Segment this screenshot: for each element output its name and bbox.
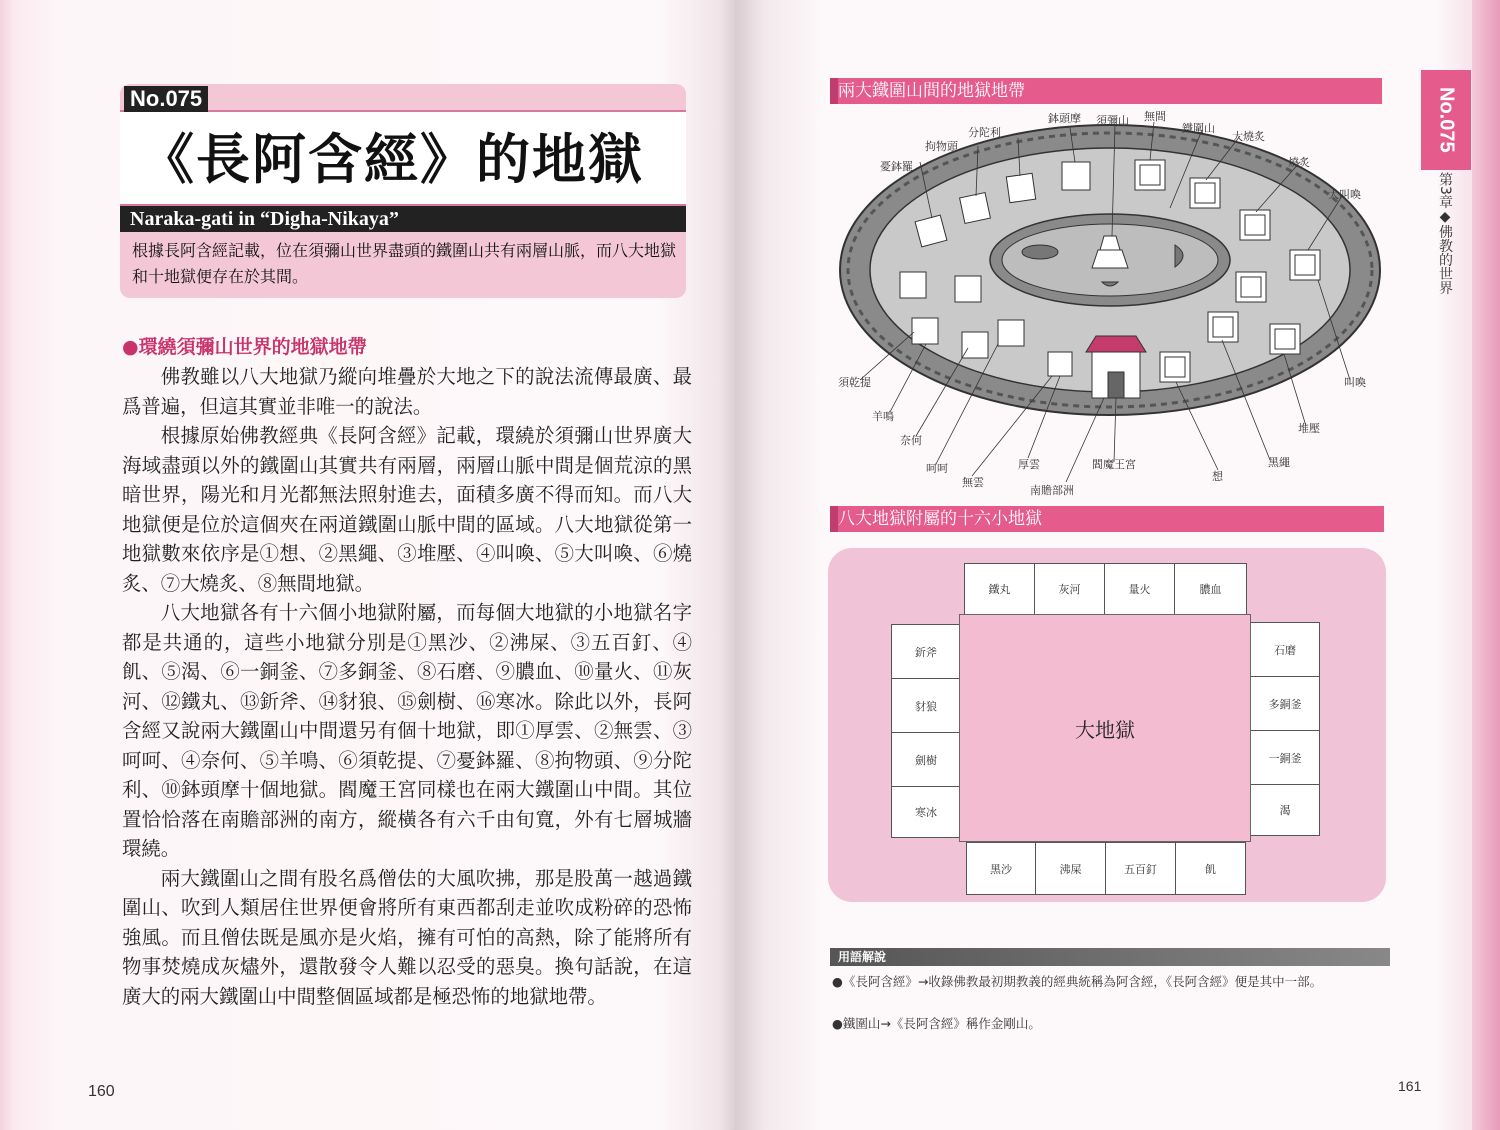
- hell-cell-right-4: 渴: [1250, 784, 1320, 836]
- label-heisheng: 黑繩: [1268, 456, 1290, 469]
- hell-cell-left-3: 劍樹: [891, 732, 961, 787]
- label-yanmo: 閻魔王宮: [1092, 458, 1136, 471]
- label-jiaohuan: 叫喚: [1344, 376, 1366, 389]
- label-nahe: 奈何: [900, 434, 922, 447]
- hell-cell-bottom-4: 飢: [1175, 842, 1246, 895]
- hell-square: [1048, 352, 1072, 376]
- hell-square: [998, 320, 1024, 346]
- side-tab: No.075: [1421, 70, 1471, 170]
- page-number-right: 161: [1398, 1078, 1422, 1094]
- hell-square: [962, 332, 988, 358]
- label-shaozhi: 燒炙: [1288, 156, 1310, 169]
- hell-cell-bottom-2: 沸屎: [1035, 842, 1106, 895]
- section-heading: ●環繞須彌山世界的地獄地帶: [122, 336, 367, 358]
- hell-cell-top-1: 鐵丸: [964, 563, 1035, 615]
- summary-text: 根據長阿含經記載，位在須彌山世界盡頭的鐵圍山共有兩層山脈，而八大地獄和十地獄便存在於其間。: [132, 241, 677, 286]
- hell-square: [912, 318, 938, 344]
- number-tag: No.075: [124, 86, 208, 112]
- hell-square: [1006, 173, 1035, 202]
- label-fentuoli: 分陀利: [968, 126, 1001, 139]
- label-tieweishan: 鐵圍山: [1182, 122, 1215, 135]
- label-xuqianti: 須乾提: [838, 376, 871, 389]
- english-subtitle: Naraka-gati in “Digha-Nikaya”: [120, 206, 686, 232]
- figure2-header-shade: [830, 506, 838, 532]
- sumeru-peak: [1100, 236, 1120, 250]
- label-youboluo: 憂鉢羅: [880, 160, 913, 173]
- label-hehe: 呵呵: [926, 462, 948, 475]
- label-wuyun: 無雲: [962, 476, 984, 489]
- label-xiang: 想: [1212, 470, 1223, 483]
- figure2-header: [830, 506, 1384, 532]
- body-text: [122, 362, 692, 1011]
- glossary-title: 用語解說: [838, 950, 887, 964]
- label-sumeru: 須彌山: [1096, 114, 1129, 127]
- label-bodoma: 鉢頭摩: [1048, 112, 1081, 125]
- paragraph-4: 兩大鐵圍山之間有股名爲僧佉的大風吹拂，那是股萬一越過鐵圍山、吹到人類居住世界便會將所有東西都刮走並吹成粉碎的恐怖強風。而且僧佉既是風亦是火焰，擁有可怕的高熱，除了能將所有物事焚燒成灰燼外，還散發令人難以忍受的惡臭。換句話說，在這廣大的兩大鐵圍山中間整個區域都是極恐怖的地獄地帶。: [122, 866, 692, 1008]
- hell-cell-right-1: 石磨: [1250, 622, 1320, 677]
- glossary-item-1: ●《長阿含經》→收錄佛教最初期教義的經典統稱為阿含經，《長阿含經》便是其中一部。: [832, 974, 1323, 989]
- hell-square: [955, 276, 981, 302]
- paragraph-3: 八大地獄各有十六個小地獄附屬，而每個大地獄的小地獄名字都是共通的，這些小地獄分別是①黑沙、②沸屎、③五百釘、④飢、⑤渴、⑥一銅釜、⑦多銅釜、⑧石磨、⑨膿血、⑩量火、⑪灰河、⑫鐵丸、⑬釿斧、⑭豺狼、⑮劍樹、⑯寒冰。除此以外，長阿含經又說兩大鐵圍山中間還另有個十地獄，即①厚雲、②無雲、③呵呵、④奈何、⑤羊鳴、⑥須乾提、⑦憂鉢羅、⑧拘物頭、⑨分陀利、⑩鉢頭摩十個地獄。閻魔王宮同樣也在兩大鐵圍山中間。其位置恰恰落在南贍部洲的南方，縱橫各有六千由旬寬，外有七層城牆環繞。: [122, 601, 692, 860]
- hell-square: [1062, 162, 1090, 190]
- hell-cell-top-2: 灰河: [1034, 563, 1105, 615]
- continent-west: [1022, 245, 1058, 259]
- hell-cell-top-4: 膿血: [1174, 563, 1247, 615]
- label-dashaozhi: 大燒炙: [1232, 130, 1265, 143]
- paragraph-2: 根據原始佛教經典《長阿含經》記載，環繞於須彌山世界廣大海域盡頭以外的鐵圍山其實共有兩層，兩層山脈中間是個荒涼的黑暗世界，陽光和月光都無法照射進去，面積多廣不得而知。而八大地獄便是位於這個夾在兩道鐵圍山脈中間的區域。八大地獄從第一地獄數來依序是①想、②黑繩、③堆壓、④叫喚、⑤大叫喚、⑥燒炙、⑦大燒炙、⑧無間地獄。: [122, 424, 692, 595]
- hell-cell-bottom-3: 五百釘: [1105, 842, 1176, 895]
- label-wujian: 無間: [1144, 110, 1166, 123]
- label-juwutou: 拘物頭: [925, 140, 958, 153]
- hell-cell-left-1: 釿斧: [891, 624, 961, 679]
- label-yangming: 羊鳴: [872, 410, 894, 423]
- hell-cell-left-2: 豺狼: [891, 678, 961, 733]
- label-dajiaohuan: 大叫喚: [1328, 188, 1361, 201]
- yama-palace: [1086, 336, 1146, 398]
- hell-cell-right-2: 多銅釜: [1250, 676, 1320, 731]
- page-edge: [1472, 0, 1500, 1130]
- hell-cell-left-4: 寒冰: [891, 786, 961, 838]
- glossary-item-2: ●鐵圍山→《長阿含經》稱作金剛山。: [832, 1016, 1041, 1031]
- label-houyun: 厚雲: [1018, 458, 1040, 471]
- figure2-title: 八大地獄附屬的十六小地獄: [838, 509, 1042, 529]
- hell-cell-bottom-1: 黑沙: [966, 842, 1036, 895]
- hell-square: [960, 193, 991, 224]
- hell-cell-right-3: 一銅釜: [1250, 730, 1320, 785]
- page-title: 《長阿含經》的地獄: [140, 128, 644, 191]
- hell-cell-top-3: 量火: [1104, 563, 1175, 615]
- hell-square: [900, 272, 926, 298]
- chapter-label: 第3章◆佛教的世界: [1437, 172, 1453, 295]
- figure1-title: 兩大鐵圍山間的地獄地帶: [838, 81, 1025, 101]
- page-number-left: 160: [88, 1083, 115, 1100]
- sumeru-mountain: [1092, 250, 1128, 268]
- label-duiya: 堆壓: [1298, 422, 1320, 435]
- great-hell-center: 大地獄: [959, 614, 1251, 842]
- label-nanzhan: 南贍部洲: [1030, 484, 1074, 497]
- paragraph-1: 佛教雖以八大地獄乃縱向堆疊於大地之下的說法流傳最廣、最爲普遍，但這其實並非唯一的說法。: [122, 365, 692, 418]
- glossary-bar: [830, 948, 1390, 966]
